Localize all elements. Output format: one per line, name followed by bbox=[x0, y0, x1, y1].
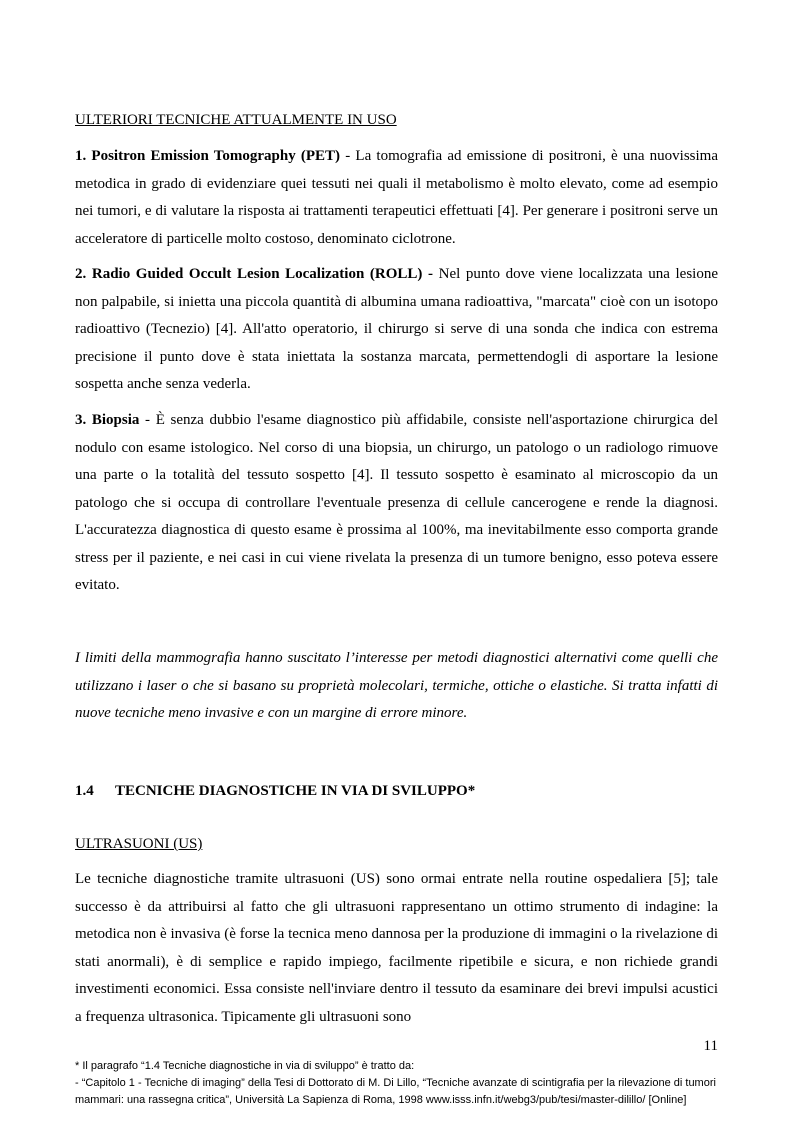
item-roll-title: 2. Radio Guided Occult Lesion Localization (ROLL) - bbox=[75, 266, 434, 282]
item-roll bbox=[75, 261, 718, 399]
page-number: 11 bbox=[703, 1038, 718, 1054]
item-biopsia-text: - È senza dubbio l'esame diagnostico più affidabile, consiste nell'asportazione chirurgica del nodulo con esame istologico. Nel corso di una biopsia, un chirurgo, un patologo o un radiologo rimuove una parte o la totalità del tessuto sospetto [4]. Il tessuto sospetto è esaminato al microscopio da un patologo che si occupa di controllare l'eventuale presenza di cellule cancerogene e rende la diagnosi. L'accuratezza diagnostica di questo esame è prossima al 100%, ma inevitabilmente esso comporta grande stress per il paziente, e nei casi in cui viene rivelata la presenza di un tumore benigno, esso poteva essere evitato. bbox=[75, 412, 718, 593]
heading-ultrasuoni: ULTRASUONI (US) bbox=[75, 836, 203, 852]
ultrasuoni-paragraph: Le tecniche diagnostiche tramite ultrasuoni (US) sono ormai entrate nella routine ospedaliera [5]; tale successo è da attribuirsi al fatto che gli ultrasuoni rappresentano un ottimo strumento di indagine: la metodica non è invasiva (è forse la tecnica meno dannosa per la produzione di immagini o la rivelazione di stati anormali), è di semplice e rapido impiego, facilmente ripetibile e sicura, e non richiede grandi investimenti economici. Essa consiste nell'inviare dentro il tessuto da esaminare dei brevi impulsi acustici a frequenza ultrasonica. Tipicamente gli ultrasuoni sono bbox=[75, 871, 718, 1025]
footnote-1: * Il paragrafo “1.4 Tecniche diagnostiche in via di sviluppo” è tratto da: bbox=[75, 1060, 415, 1072]
item-pet-title: 1. Positron Emission Tomography (PET) bbox=[75, 148, 341, 164]
item-pet bbox=[75, 143, 718, 253]
item-biopsia bbox=[75, 407, 718, 600]
italic-paragraph: I limiti della mammografia hanno suscitato l’interesse per metodi diagnostici alternativi come quelli che utilizzano i laser o che si basano su proprietà molecolari, termiche, ottiche o elastiche. Si tratta infatti di nuove tecniche meno invasive e con un margine di errore minore. bbox=[75, 650, 718, 721]
section-heading bbox=[75, 781, 718, 801]
heading-ulteriori-tecniche: ULTERIORI TECNICHE ATTUALMENTE IN USO bbox=[75, 112, 397, 128]
item-pet-text: - La tomografia ad emissione di positroni, è una nuovissima metodica in grado di evidenziare quei tessuti nei quali il metabolismo è molto elevato, come ad esempio nei tumori, e di valutare la risposta ai trattamenti terapeutici effettuati [4]. Per generare i positroni serve un acceleratore di particelle molto costoso, denominato ciclotrone. bbox=[75, 148, 718, 247]
section-title: TECNICHE DIAGNOSTICHE IN VIA DI SVILUPPO* bbox=[115, 783, 476, 799]
item-biopsia-title: 3. Biopsia bbox=[75, 412, 140, 428]
section-number: 1.4 bbox=[75, 783, 94, 799]
item-roll-text: Nel punto dove viene localizzata una lesione non palpabile, si inietta una piccola quantità di albumina umana radioattiva, "marcata" cioè con un isotopo radioattivo (Tecnezio) [4]. All'atto operatorio, il chirurgo si serve di una sonda che indica con estrema precisione il punto dove è stata iniettata la sostanza marcata, permettendogli di asportare la lesione sospetta anche senza vederla. bbox=[75, 266, 718, 392]
footnote-2: - “Capitolo 1 - Tecniche di imaging” della Tesi di Dottorato di M. Di Lillo, “Tecniche avanzate di scintigrafia per la rilevazione di tumori mammari: una rassegna critica”, Università La Sapienza di Roma, 1998 www.isss.infn.it/webg3/pub/tesi/master-dilillo/ [Online] bbox=[75, 1077, 716, 1106]
